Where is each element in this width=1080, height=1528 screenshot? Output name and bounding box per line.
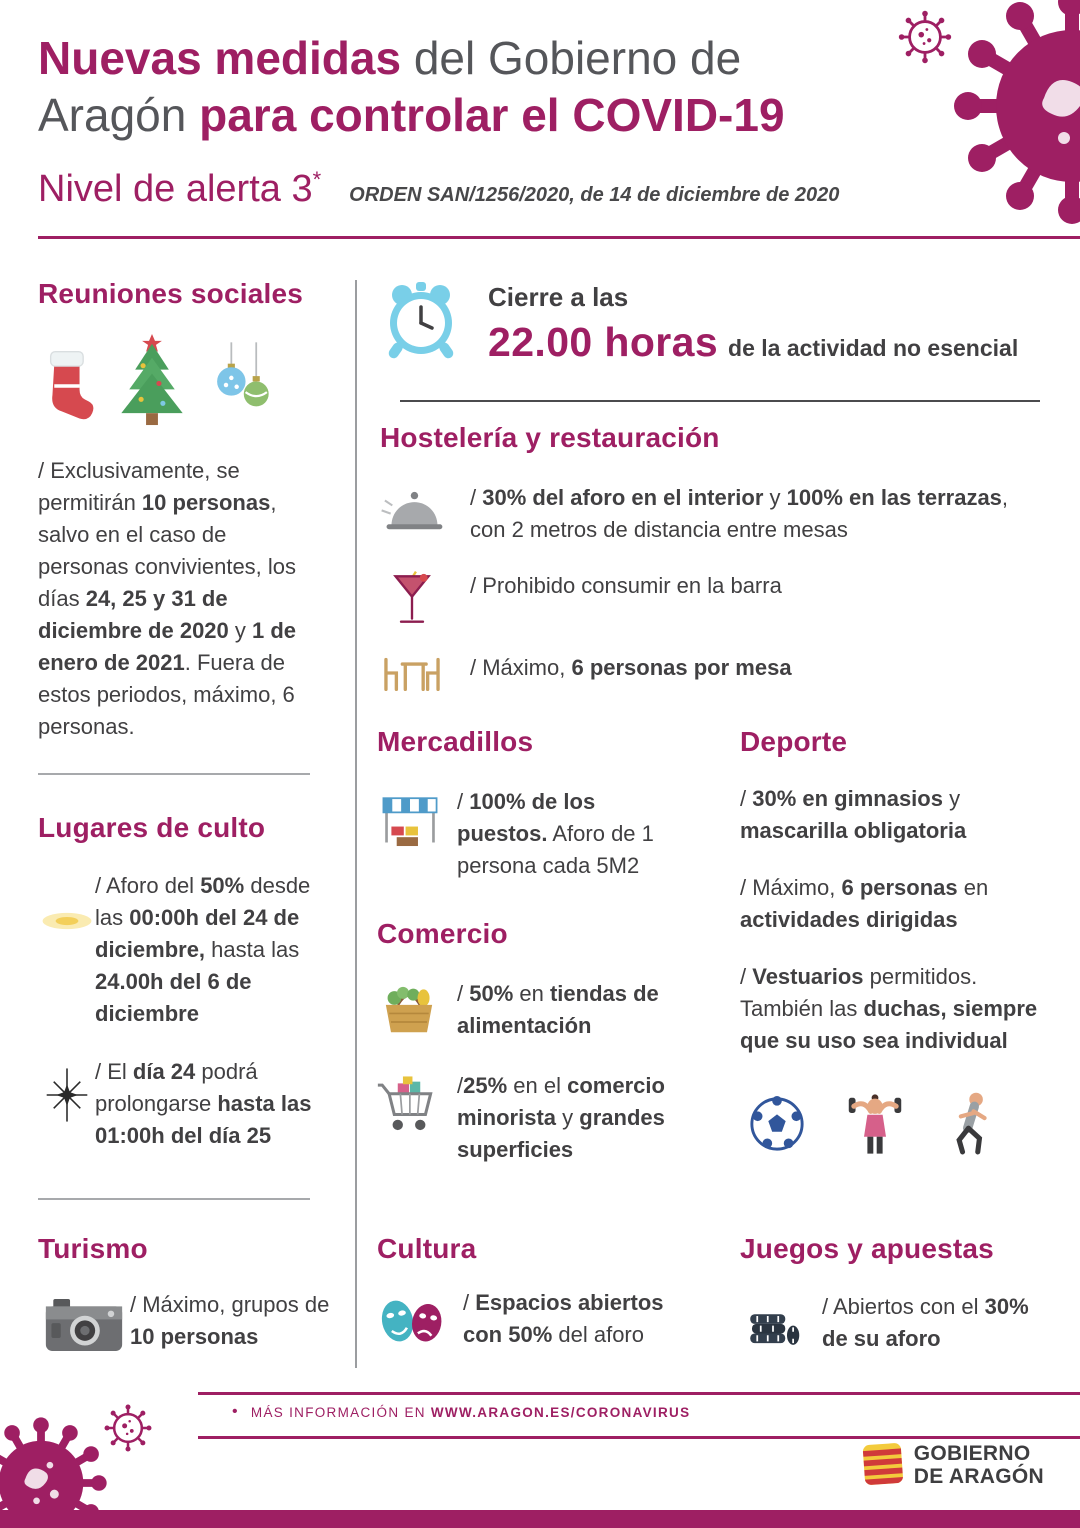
deporte-item-text: / Máximo, 6 personas en actividades dirigidas (740, 875, 989, 932)
turismo-item-text: / Máximo, grupos de 10 personas (130, 1292, 330, 1349)
star-icon (42, 1064, 92, 1126)
cocktail-icon (389, 570, 435, 628)
bottom-accent-bar (0, 1510, 1080, 1528)
footer-info-text: MÁS INFORMACIÓN EN WWW.ARAGON.ES/CORONAVIRUS (250, 1404, 691, 1420)
icon-box (377, 1070, 441, 1136)
title-line-2: Aragón para controlar el COVID-19 (38, 89, 785, 141)
alert-level-row (38, 168, 839, 211)
section-lugares-de-culto (38, 812, 330, 1152)
shopping-cart-icon (377, 1074, 441, 1136)
hosteleria-item-text: / Máximo, 6 personas por mesa (470, 655, 792, 680)
closure-text (488, 280, 1018, 366)
icon-box (380, 482, 444, 536)
closure-lead: Cierre a las (488, 282, 629, 312)
icon-box (380, 570, 444, 628)
section-title-comercio: Comercio (377, 918, 508, 949)
footer-divider-top (198, 1392, 1080, 1395)
footer-info (232, 1403, 690, 1421)
hosteleria-item-aforo (380, 482, 1048, 546)
christmas-tree-icon (112, 334, 192, 429)
deporte-item-text: / Vestuarios permitidos. También las duchas, siempre que su uso sea individual (740, 964, 1038, 1053)
mercadillos-item-text: / 100% de los puestos. Aforo de 1 persona cada 5M2 (457, 789, 654, 878)
aragon-flag-icon (860, 1441, 905, 1490)
hosteleria-item-text: / 30% del aforo en el interior y 100% en las terrazas, con 2 metros de distancia entre mesas (470, 485, 1009, 542)
comercio-item-text: /25% en el comercio minorista y grandes superficies (457, 1073, 665, 1162)
cloche-icon (380, 488, 444, 536)
section-comercio (377, 918, 703, 1166)
camera-icon (44, 1295, 124, 1355)
reuniones-text: / Exclusivamente, se permitirán 10 personas, salvo en el caso de personas convivientes, los días 24, 25 y 31 de diciembre de 2020 y 1 de enero de 2021. Fuera de estos periodos, máximo, 6 personas. (38, 458, 297, 739)
gobierno-aragon-logo (862, 1442, 1044, 1488)
hosteleria-item-mesa (380, 652, 1048, 694)
culto-item-text: / El día 24 podrá prolongarse hasta las 01:00h del día 25 (95, 1059, 312, 1148)
title-line-1: Nuevas medidas del Gobierno de (38, 32, 742, 84)
icon-box (382, 280, 460, 367)
culto-item-dia24 (38, 1056, 330, 1152)
closure-line (488, 319, 1018, 366)
culto-item-text: / Aforo del 50% desde las 00:00h del 24 de diciembre, hasta las 24.00h del 6 de diciembre (95, 873, 311, 1026)
header-divider (38, 236, 1080, 239)
icon-box (377, 1287, 449, 1349)
icon-box (38, 870, 95, 938)
alert-asterisk: * (312, 167, 322, 192)
page-title (38, 30, 785, 144)
section-title-culto: Lugares de culto (38, 812, 266, 843)
section-title-turismo: Turismo (38, 1233, 148, 1264)
theater-masks-icon (377, 1293, 449, 1349)
section-turismo (38, 1233, 338, 1355)
comercio-item-text: / 50% en tiendas de alimentación (457, 981, 659, 1038)
logo-text (914, 1442, 1044, 1488)
hosteleria-item-text: / Prohibido consumir en la barra (470, 573, 782, 598)
deporte-item-text: / 30% en gimnasios y mascarilla obligatoria (740, 786, 967, 843)
comercio-item-minorista (377, 1070, 703, 1166)
coronavirus-icon (948, 0, 1080, 230)
hosteleria-item-barra (380, 570, 1048, 628)
bullet-icon: • (232, 1403, 239, 1420)
closure-tail: de la actividad no esencial (728, 335, 1019, 361)
candle-glow-icon (41, 904, 93, 938)
section-title-hosteleria: Hostelería y restauración (380, 422, 720, 453)
section-title-cultura: Cultura (377, 1233, 477, 1264)
coronavirus-outline-icon (896, 8, 954, 66)
divider (38, 773, 310, 775)
icon-box (377, 978, 441, 1038)
icon-box (740, 1291, 806, 1351)
logo-line-1: GOBIERNO (913, 1442, 1031, 1465)
table-chairs-icon (380, 652, 444, 694)
section-title-reuniones: Reuniones sociales (38, 278, 304, 309)
section-cierre (382, 280, 1048, 367)
section-title-deporte: Deporte (740, 726, 848, 757)
juegos-item (740, 1291, 1052, 1355)
section-hosteleria (380, 422, 1048, 694)
christmas-icons-row (38, 334, 322, 429)
weightlifting-icon (844, 1091, 906, 1157)
divider (400, 400, 1040, 402)
mercadillos-item (377, 786, 681, 882)
closure-time: 22.00 horas (488, 319, 719, 365)
icon-box (38, 1056, 95, 1126)
soccer-ball-icon (748, 1095, 806, 1153)
section-reuniones-sociales (38, 278, 322, 743)
cultura-item (377, 1287, 703, 1351)
juegos-item-text: / Abiertos con el 30% de su aforo (822, 1294, 1029, 1351)
footer-divider-bottom (198, 1436, 1080, 1439)
alarm-clock-icon (382, 280, 460, 362)
sport-icons-row (740, 1091, 1048, 1157)
market-stall-icon (379, 792, 441, 854)
section-cultura (377, 1233, 703, 1351)
section-title-juegos: Juegos y apuestas (740, 1233, 994, 1264)
cultura-item-text: / Espacios abiertos con 50% del aforo (463, 1290, 664, 1347)
icon-box (377, 786, 443, 854)
section-mercadillos (377, 726, 681, 882)
logo-line-2: DE ARAGÓN (913, 1465, 1044, 1488)
ornaments-icon (210, 341, 274, 429)
icon-box (38, 1289, 130, 1355)
section-deporte (740, 726, 1048, 1157)
poker-chips-icon (745, 1295, 801, 1351)
section-title-mercadillos: Mercadillos (377, 726, 534, 757)
vertical-divider (355, 280, 357, 1368)
alert-level-text: Nivel de alerta 3* (38, 167, 322, 210)
divider (38, 1198, 310, 1200)
running-icon (944, 1091, 998, 1157)
comercio-item-alimentacion (377, 978, 703, 1042)
culto-item-aforo (38, 870, 330, 1030)
icon-box (380, 652, 444, 694)
christmas-stocking-icon (38, 343, 94, 429)
food-basket-icon (379, 982, 439, 1038)
turismo-item (38, 1289, 338, 1355)
order-reference: ORDEN SAN/1256/2020, de 14 de diciembre de 2020 (349, 184, 840, 206)
section-juegos-apuestas (740, 1233, 1052, 1355)
